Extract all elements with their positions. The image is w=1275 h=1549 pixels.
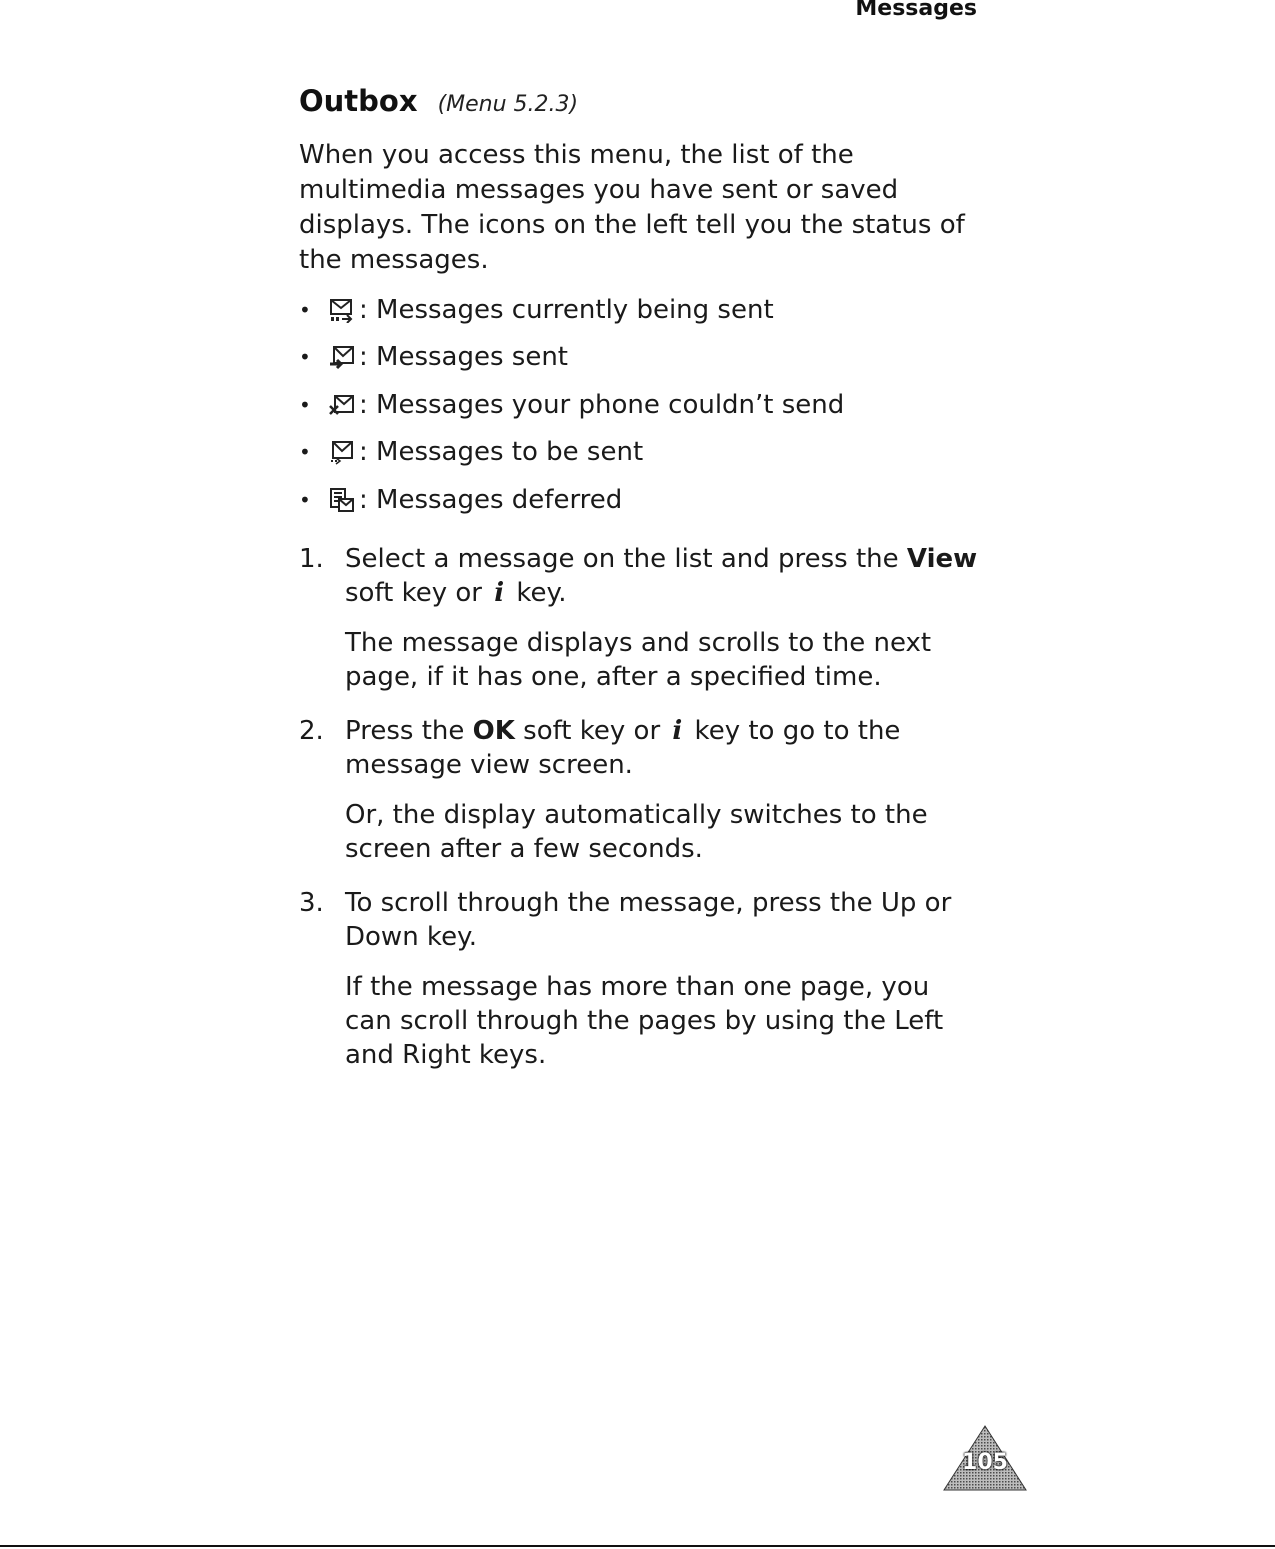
step-number: 1. bbox=[299, 543, 324, 574]
page-number: 105 bbox=[962, 1450, 1008, 1475]
step-body bbox=[345, 714, 979, 866]
bullet-icon: • bbox=[299, 487, 311, 512]
step-text: key to go to the message view screen. bbox=[345, 715, 901, 780]
soft-key-label: View bbox=[906, 543, 978, 574]
bullet-icon: • bbox=[299, 297, 311, 322]
step-number: 3. bbox=[299, 887, 324, 918]
status-icon-list bbox=[299, 286, 979, 524]
step-note: Or, the display automatically switches to the screen after a few seconds. bbox=[345, 799, 928, 864]
deferred-message-icon bbox=[329, 487, 355, 513]
page-content bbox=[299, 84, 979, 1092]
page-number-badge bbox=[942, 1424, 1028, 1492]
step-text: soft key or bbox=[345, 577, 491, 608]
failed-message-icon bbox=[329, 392, 355, 418]
step-number: 2. bbox=[299, 715, 324, 746]
list-item-label: : Messages to be sent bbox=[359, 437, 644, 468]
list-item bbox=[299, 429, 979, 477]
pending-message-icon bbox=[329, 439, 355, 465]
sent-message-icon bbox=[329, 344, 355, 370]
step-text: key. bbox=[508, 577, 567, 608]
list-item bbox=[299, 381, 979, 429]
section-title: Outbox bbox=[299, 84, 418, 118]
menu-reference: (Menu 5.2.3) bbox=[437, 92, 579, 117]
section-heading bbox=[299, 84, 979, 118]
step-note: The message displays and scrolls to the next page, if it has one, after a specified time. bbox=[345, 627, 932, 692]
step-text: soft key or bbox=[514, 715, 669, 746]
list-item-label: : Messages your phone couldn’t send bbox=[359, 389, 845, 420]
list-item bbox=[299, 286, 979, 334]
bullet-icon: • bbox=[299, 392, 311, 417]
info-key-icon: i bbox=[672, 715, 683, 746]
bottom-rule bbox=[0, 1545, 1275, 1547]
step-3 bbox=[299, 886, 979, 1072]
instruction-steps bbox=[299, 542, 979, 1072]
sending-message-icon bbox=[329, 297, 355, 323]
list-item-label: : Messages currently being sent bbox=[359, 294, 774, 325]
list-item bbox=[299, 476, 979, 524]
intro-paragraph: When you access this menu, the list of the multimedia messages you have sent or saved displays. The icons on the left tell you the status of the messages. bbox=[299, 140, 965, 275]
step-instruction bbox=[345, 714, 979, 782]
step-note: If the message has more than one page, you can scroll through the pages by using the Left and Right keys. bbox=[345, 971, 944, 1070]
list-item bbox=[299, 334, 979, 382]
info-key-icon: i bbox=[494, 577, 505, 608]
bullet-icon: • bbox=[299, 345, 311, 370]
step-body bbox=[345, 542, 979, 694]
step-instruction: To scroll through the message, press the Up or Down key. bbox=[345, 887, 952, 952]
step-instruction bbox=[345, 542, 979, 610]
step-2 bbox=[299, 714, 979, 866]
list-item-label: : Messages deferred bbox=[359, 484, 623, 515]
soft-key-label: OK bbox=[472, 715, 515, 746]
running-header: Messages bbox=[855, 0, 977, 21]
step-1 bbox=[299, 542, 979, 694]
step-body bbox=[345, 886, 979, 1072]
list-item-label: : Messages sent bbox=[359, 342, 569, 373]
step-text: Select a message on the list and press the bbox=[345, 543, 907, 574]
step-text: Press the bbox=[345, 715, 473, 746]
bullet-icon: • bbox=[299, 440, 311, 465]
